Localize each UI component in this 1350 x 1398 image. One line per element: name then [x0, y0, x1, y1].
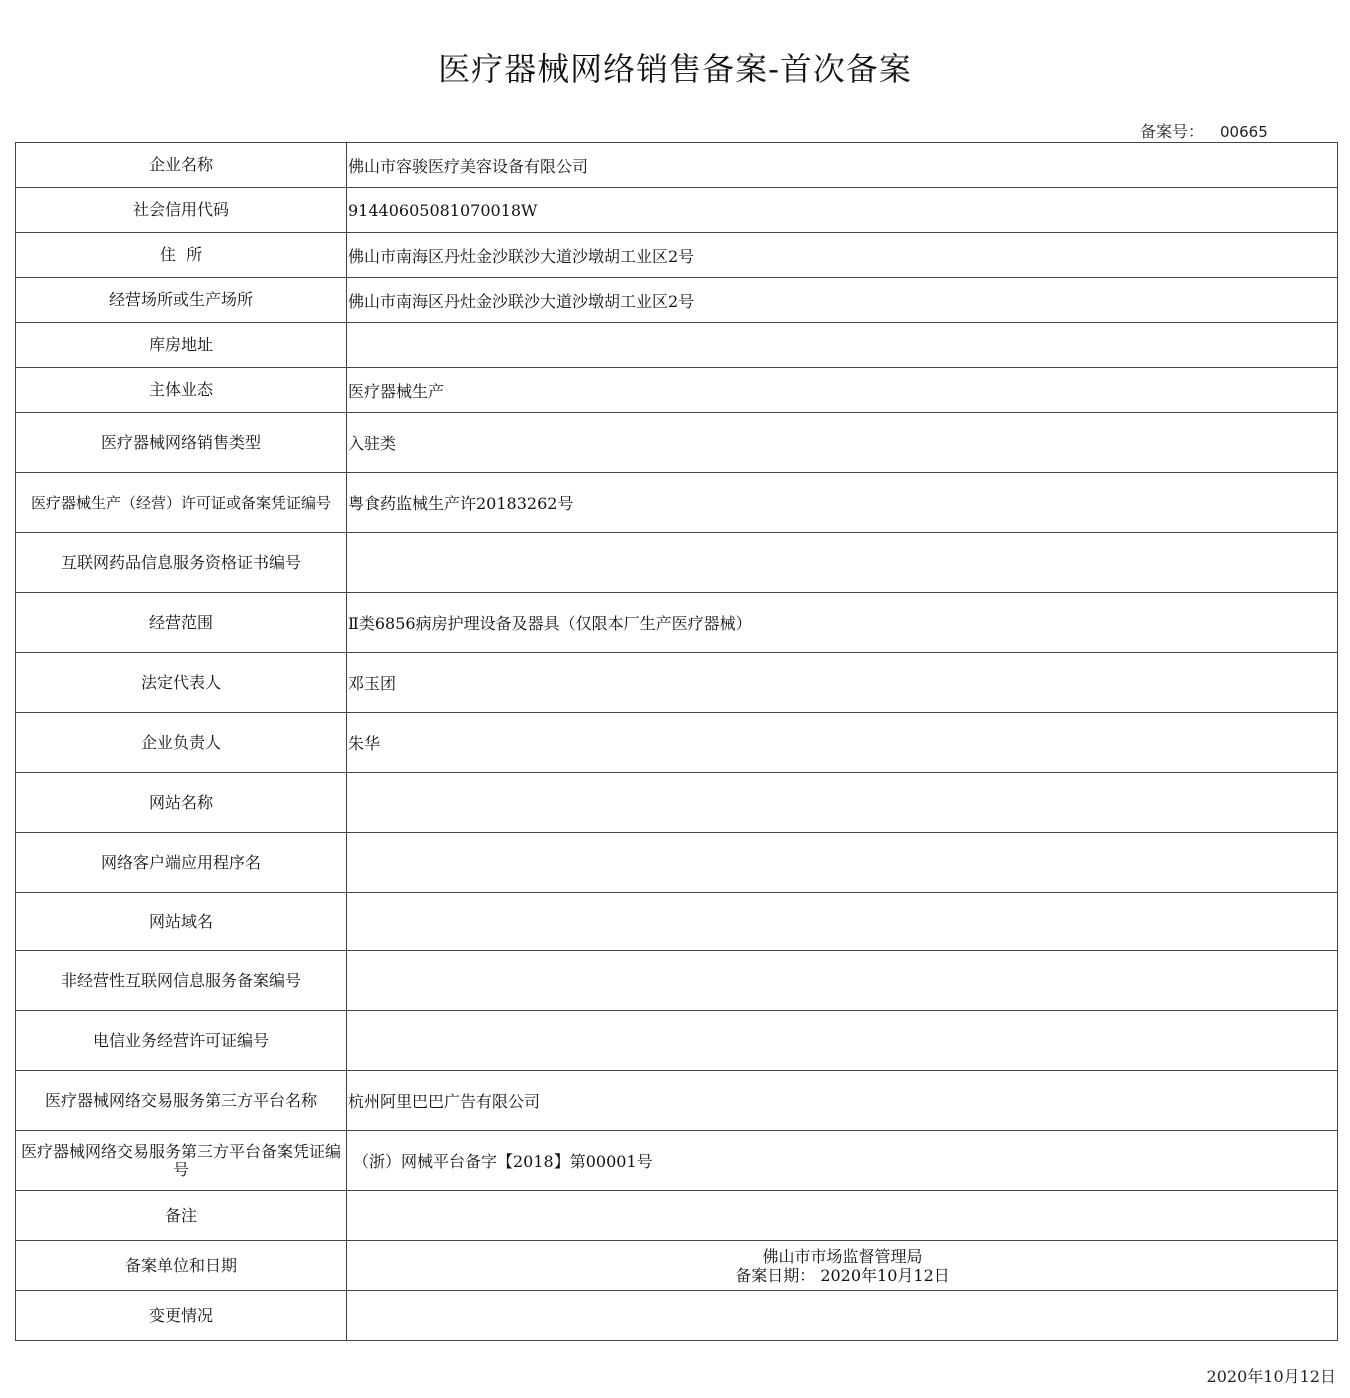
- row-value: 入驻类: [347, 413, 1338, 473]
- table-row: [16, 473, 1338, 533]
- row-value: [347, 323, 1338, 368]
- table-row: [16, 413, 1338, 473]
- row-value: 邓玉团: [347, 653, 1338, 713]
- row-value: （浙）网械平台备字【2018】第00001号: [347, 1131, 1338, 1191]
- row-value: [347, 833, 1338, 893]
- table-row: [16, 773, 1338, 833]
- row-value: [347, 951, 1338, 1011]
- row-label: 变更情况: [16, 1291, 347, 1341]
- row-value: 杭州阿里巴巴广告有限公司: [347, 1071, 1338, 1131]
- row-value: 佛山市南海区丹灶金沙联沙大道沙墩胡工业区2号: [347, 278, 1338, 323]
- row-label: 企业名称: [16, 143, 347, 188]
- row-value: [347, 1191, 1338, 1241]
- row-label: 医疗器械网络销售类型: [16, 413, 347, 473]
- row-label: 经营范围: [16, 593, 347, 653]
- row-label: 住 所: [16, 233, 347, 278]
- row-value: 佛山市容骏医疗美容设备有限公司: [347, 143, 1338, 188]
- row-label: 社会信用代码: [16, 188, 347, 233]
- row-label: 企业负责人: [16, 713, 347, 773]
- row-label: 经营场所或生产场所: [16, 278, 347, 323]
- record-number: [1140, 119, 1268, 142]
- filing-unit: 佛山市市场监督管理局: [762, 1246, 923, 1266]
- table-row: [16, 833, 1338, 893]
- row-label: 网站名称: [16, 773, 347, 833]
- row-label: 非经营性互联网信息服务备案编号: [16, 951, 347, 1011]
- row-label: 备案单位和日期: [16, 1241, 347, 1291]
- row-label: 主体业态: [16, 368, 347, 413]
- row-value: [347, 1291, 1338, 1341]
- row-label: 网站域名: [16, 893, 347, 951]
- table-row: [16, 188, 1338, 233]
- table-row: [16, 323, 1338, 368]
- table-row: [16, 143, 1338, 188]
- row-label: 电信业务经营许可证编号: [16, 1011, 347, 1071]
- table-row: [16, 1131, 1338, 1191]
- row-value: Ⅱ类6856病房护理设备及器具（仅限本厂生产医疗器械）: [347, 593, 1338, 653]
- row-value: 91440605081070018W: [347, 188, 1338, 233]
- footer-date: 2020年10月12日: [1206, 1367, 1336, 1386]
- table-row: [16, 1241, 1338, 1291]
- record-number-label: 备案号：: [1140, 122, 1205, 141]
- table-row: [16, 951, 1338, 1011]
- table-row: [16, 713, 1338, 773]
- row-value: 粤食药监械生产许20183262号: [347, 473, 1338, 533]
- table-row: [16, 653, 1338, 713]
- table-row: [16, 1191, 1338, 1241]
- table-row: [16, 368, 1338, 413]
- row-value: [347, 893, 1338, 951]
- table-row: [16, 533, 1338, 593]
- row-label: 互联网药品信息服务资格证书编号: [16, 533, 347, 593]
- row-label: 医疗器械网络交易服务第三方平台备案凭证编号: [16, 1131, 347, 1191]
- table-row: [16, 233, 1338, 278]
- table-row: [16, 1071, 1338, 1131]
- document-title: 医疗器械网络销售备案-首次备案: [438, 50, 912, 88]
- row-label: 网络客户端应用程序名: [16, 833, 347, 893]
- row-value: 佛山市南海区丹灶金沙联沙大道沙墩胡工业区2号: [347, 233, 1338, 278]
- row-label: 医疗器械网络交易服务第三方平台名称: [16, 1071, 347, 1131]
- row-value: [347, 773, 1338, 833]
- filing-date: 备案日期： 2020年10月12日: [735, 1265, 950, 1285]
- filing-table: [15, 142, 1338, 1341]
- table-row: [16, 1011, 1338, 1071]
- row-label: 医疗器械生产（经营）许可证或备案凭证编号: [16, 473, 347, 533]
- row-value: [347, 1011, 1338, 1071]
- row-label: 备注: [16, 1191, 347, 1241]
- row-value: 朱华: [347, 713, 1338, 773]
- row-label: 法定代表人: [16, 653, 347, 713]
- row-value: 医疗器械生产: [347, 368, 1338, 413]
- table-row: [16, 593, 1338, 653]
- table-row: [16, 1291, 1338, 1341]
- record-number-value: 00665: [1220, 123, 1268, 141]
- filing-unit-and-date: [347, 1241, 1338, 1291]
- row-label: 库房地址: [16, 323, 347, 368]
- table-row: [16, 893, 1338, 951]
- table-row: [16, 278, 1338, 323]
- row-value: [347, 533, 1338, 593]
